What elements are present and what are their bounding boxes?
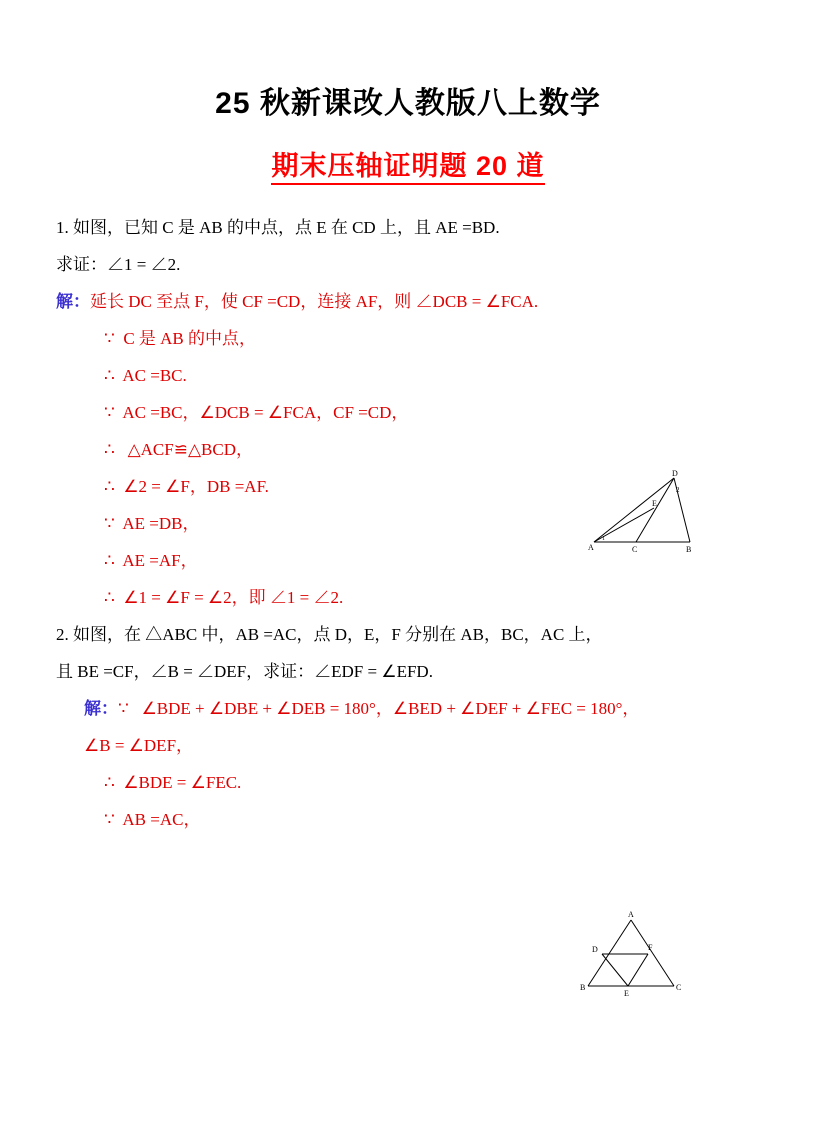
problem-1-solution-line-8: ∴ AE =AF， (104, 551, 198, 570)
svg-text:A: A (628, 910, 634, 919)
problem-2-solution-tag: 解： (84, 699, 118, 718)
figure-problem-1-svg (586, 470, 706, 560)
svg-text:B: B (686, 545, 692, 554)
problem-1-solution-line-3: ∴ AC =BC. (104, 366, 187, 385)
problem-1-solution-line-6: ∴ ∠2 = ∠F，DB =AF. (104, 477, 269, 496)
problem-1-solution-line-9: ∴ ∠1 = ∠F = ∠2，即 ∠1 = ∠2. (104, 588, 344, 607)
problem-1-solution-text-1: 延长 DC 至点 F，使 CF =CD，连接 AF，则 ∠DCB = ∠FCA. (90, 292, 539, 311)
svg-text:A: A (588, 543, 594, 552)
problem-1-solution-line-1 (56, 283, 760, 320)
figure-problem-1 (586, 470, 706, 560)
problem-2 (56, 616, 760, 838)
problem-2-statement-line-1: 2. 如图，在 △ABC 中，AB =AC，点 D，E，F 分别在 AB，BC，AC 上， (56, 625, 603, 644)
problem-1-solution-line-4: ∵ AC =BC，∠DCB = ∠FCA，CF =CD， (104, 403, 409, 422)
svg-text:E: E (624, 989, 629, 998)
svg-text:D: D (672, 470, 678, 478)
page-title: 25 秋新课改人教版八上数学 (215, 87, 601, 120)
document-page (0, 78, 816, 1134)
svg-text:2: 2 (676, 486, 680, 494)
svg-text:F: F (648, 943, 653, 952)
svg-text:1: 1 (602, 536, 605, 542)
svg-text:C: C (632, 545, 638, 554)
page-subtitle (0, 144, 816, 183)
svg-text:C: C (676, 983, 682, 992)
svg-text:E: E (652, 499, 657, 508)
problem-1-solution-line-7: ∵ AE =DB， (104, 514, 200, 533)
problem-2-solution-line-1 (56, 690, 760, 727)
problem-1-solution-line-2: ∵ C 是 AB 的中点， (104, 329, 257, 348)
page-subtitle-text: 期末压轴证明题 20 道 (271, 151, 544, 185)
problem-1-solution-tag: 解： (56, 292, 90, 311)
problem-2-solution-line-2: ∠B = ∠DEF， (84, 736, 194, 755)
problem-2-statement-line-2: 且 BE =CF，∠B = ∠DEF，求证：∠EDF = ∠EFD. (56, 662, 433, 681)
problem-2-solution-line-3: ∴ ∠BDE = ∠FEC. (104, 773, 242, 792)
svg-text:D: D (592, 945, 598, 954)
figure-problem-2 (578, 908, 688, 998)
problem-2-solution-text-1: ∵ ∠BDE + ∠DBE + ∠DEB = 180°，∠BED + ∠DEF + ∠FEC = 180°， (118, 699, 640, 718)
problem-1-solution-line-5: ∴ △ACF≌△BCD， (104, 440, 253, 459)
figure-problem-2-svg (578, 908, 688, 998)
problem-2-solution-line-4: ∵ AB =AC， (104, 810, 201, 829)
svg-text:B: B (580, 983, 586, 992)
problem-1-statement-line-1: 1. 如图，已知 C 是 AB 的中点，点 E 在 CD 上，且 AE =BD. (56, 218, 500, 237)
problem-1-statement-line-2: 求证：∠1 = ∠2. (56, 255, 181, 274)
